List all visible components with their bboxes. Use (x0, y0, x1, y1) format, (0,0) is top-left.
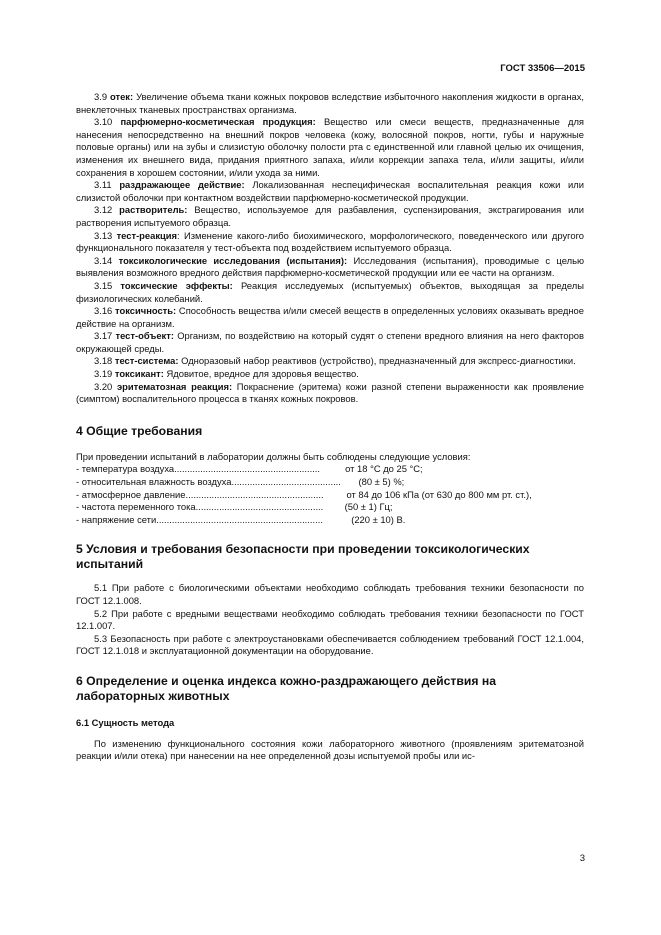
condition-item: - частота переменного тока ................................................. (50 ± 1) Гц; (76, 501, 393, 513)
definition-3-18: 3.18 тест-система: Одноразовый набор реактивов (устройство), предназначенный для экспресс-диагностики. (94, 355, 576, 367)
definition-3-10: 3.10 парфюмерно-косметическая продукция: Вещество или смеси веществ, предназначенные для нанесения непосредственно на внешний покров человека (кожу, волосяной покров, ногти, губы и наружные половые органы) или на зубы и слизистую оболочку полости рта с единственной или главной целью их очищения, изменения их внешнего вида, придания приятного запаха, и/или коррекции запаха тела, и/или защиты, и/или сохранения в хорошем состоянии, и/или ухода за ними. (76, 116, 585, 178)
definition-3-15: 3.15 токсические эффекты: Реакция исследуемых (испытуемых) объектов, выходящая за пределы физиологических колебаний. (76, 279, 584, 304)
standard-header: ГОСТ 33506—2015 (500, 63, 585, 74)
conditions-list (76, 463, 584, 526)
page-number: 3 (579, 853, 585, 864)
paragraph-6-1: По изменению функционального состояния кожи лабораторного животного (проявлениям эритематозной реакции и/или отека) при нанесении на нее определенной дозы испытуемой пробы или ис- (76, 737, 584, 762)
paragraph-5-2: 5.2 При работе с вредными веществами необходимо соблюдать требования техники безопасности по ГОСТ 12.1.007. (76, 607, 584, 632)
definition-3-12: 3.12 растворитель: Вещество, используемое для разбавления, суспензирования, экстрагирования или растворения испытуемого образца. (76, 204, 585, 228)
condition-item: - напряжение сети ................................................................ (220 ± 10) В. (76, 513, 406, 525)
paragraph-5-3: 5.3 Безопасность при работе с электроустановками обеспечивается соблюдением требований ГОСТ 12.1.004, ГОСТ 12.1.018 и эксплуатационной документации на оборудование. (76, 632, 584, 657)
section-6-title: 6 Определение и оценка индекса кожно-раздражающего действия на лабораторных животных (76, 673, 497, 703)
subsection-6-1-title: 6.1 Сущность метода (76, 716, 175, 728)
definition-3-19: 3.19 токсикант: Ядовитое, вредное для здоровья вещество. (94, 368, 359, 380)
section-5-title: 5 Условия и требования безопасности при проведении токсикологических испытаний (76, 542, 530, 572)
definition-3-20: 3.20 эритематозная реакция: Покраснение (эритема) кожи разной степени выраженности как проявление (симптом) воспалительного процесса в тканях кожных покровов. (76, 380, 584, 405)
definition-3-13: 3.13 тест-реакция: Изменение какого-либо биохимического, морфологического, поведенческого или другого функционального показателя у тест-объекта под воздействием испытуемого образца. (76, 229, 584, 254)
definition-3-16: 3.16 токсичность: Способность вещества и/или смесей веществ в определенных условиях оказывать вредное действие на организм. (76, 305, 584, 329)
condition-item: - атмосферное давление ..................................................... от 84 до 106 кПа (от 630 до 800 мм рт. ст.), (76, 488, 532, 500)
definitions-list (76, 91, 584, 406)
section-4-intro: При проведении испытаний в лаборатории должны быть соблюдены следующие условия: (76, 450, 471, 462)
condition-item: - температура воздуха ........................................................ от 18 °С до 25 °С; (76, 463, 423, 475)
definition-3-9: 3.9 отек: Увеличение объема ткани кожных покровов вследствие избыточного накопления жидкости в органах, внеклеточных тканевых пространствах организма. (76, 91, 585, 115)
section-4-title: 4 Общие требования (76, 423, 203, 438)
document-body (76, 91, 584, 763)
definition-3-17: 3.17 тест-объект: Организм, по воздействию на который судят о степени вредного влияния на него факторов окружающей среды. (76, 330, 584, 354)
paragraph-5-1: 5.1 При работе с биологическими объектами необходимо соблюдать требования техники безопасности по ГОСТ 12.1.008. (76, 582, 584, 606)
condition-item: - относительная влажность воздуха .......................................... (80 ± 5) %; (76, 476, 405, 488)
definition-3-14: 3.14 токсикологические исследования (испытания): Исследования (испытания), проводимые с целью выявления возможного вредного действия парфюмерно-косметической продукции или ее части на организм. (76, 254, 584, 279)
definition-3-11: 3.11 раздражающее действие: Локализованная неспецифическая воспалительная реакция кожи или слизистой оболочки при контактном воздействии парфюмерно-косметической продукции. (76, 179, 584, 203)
